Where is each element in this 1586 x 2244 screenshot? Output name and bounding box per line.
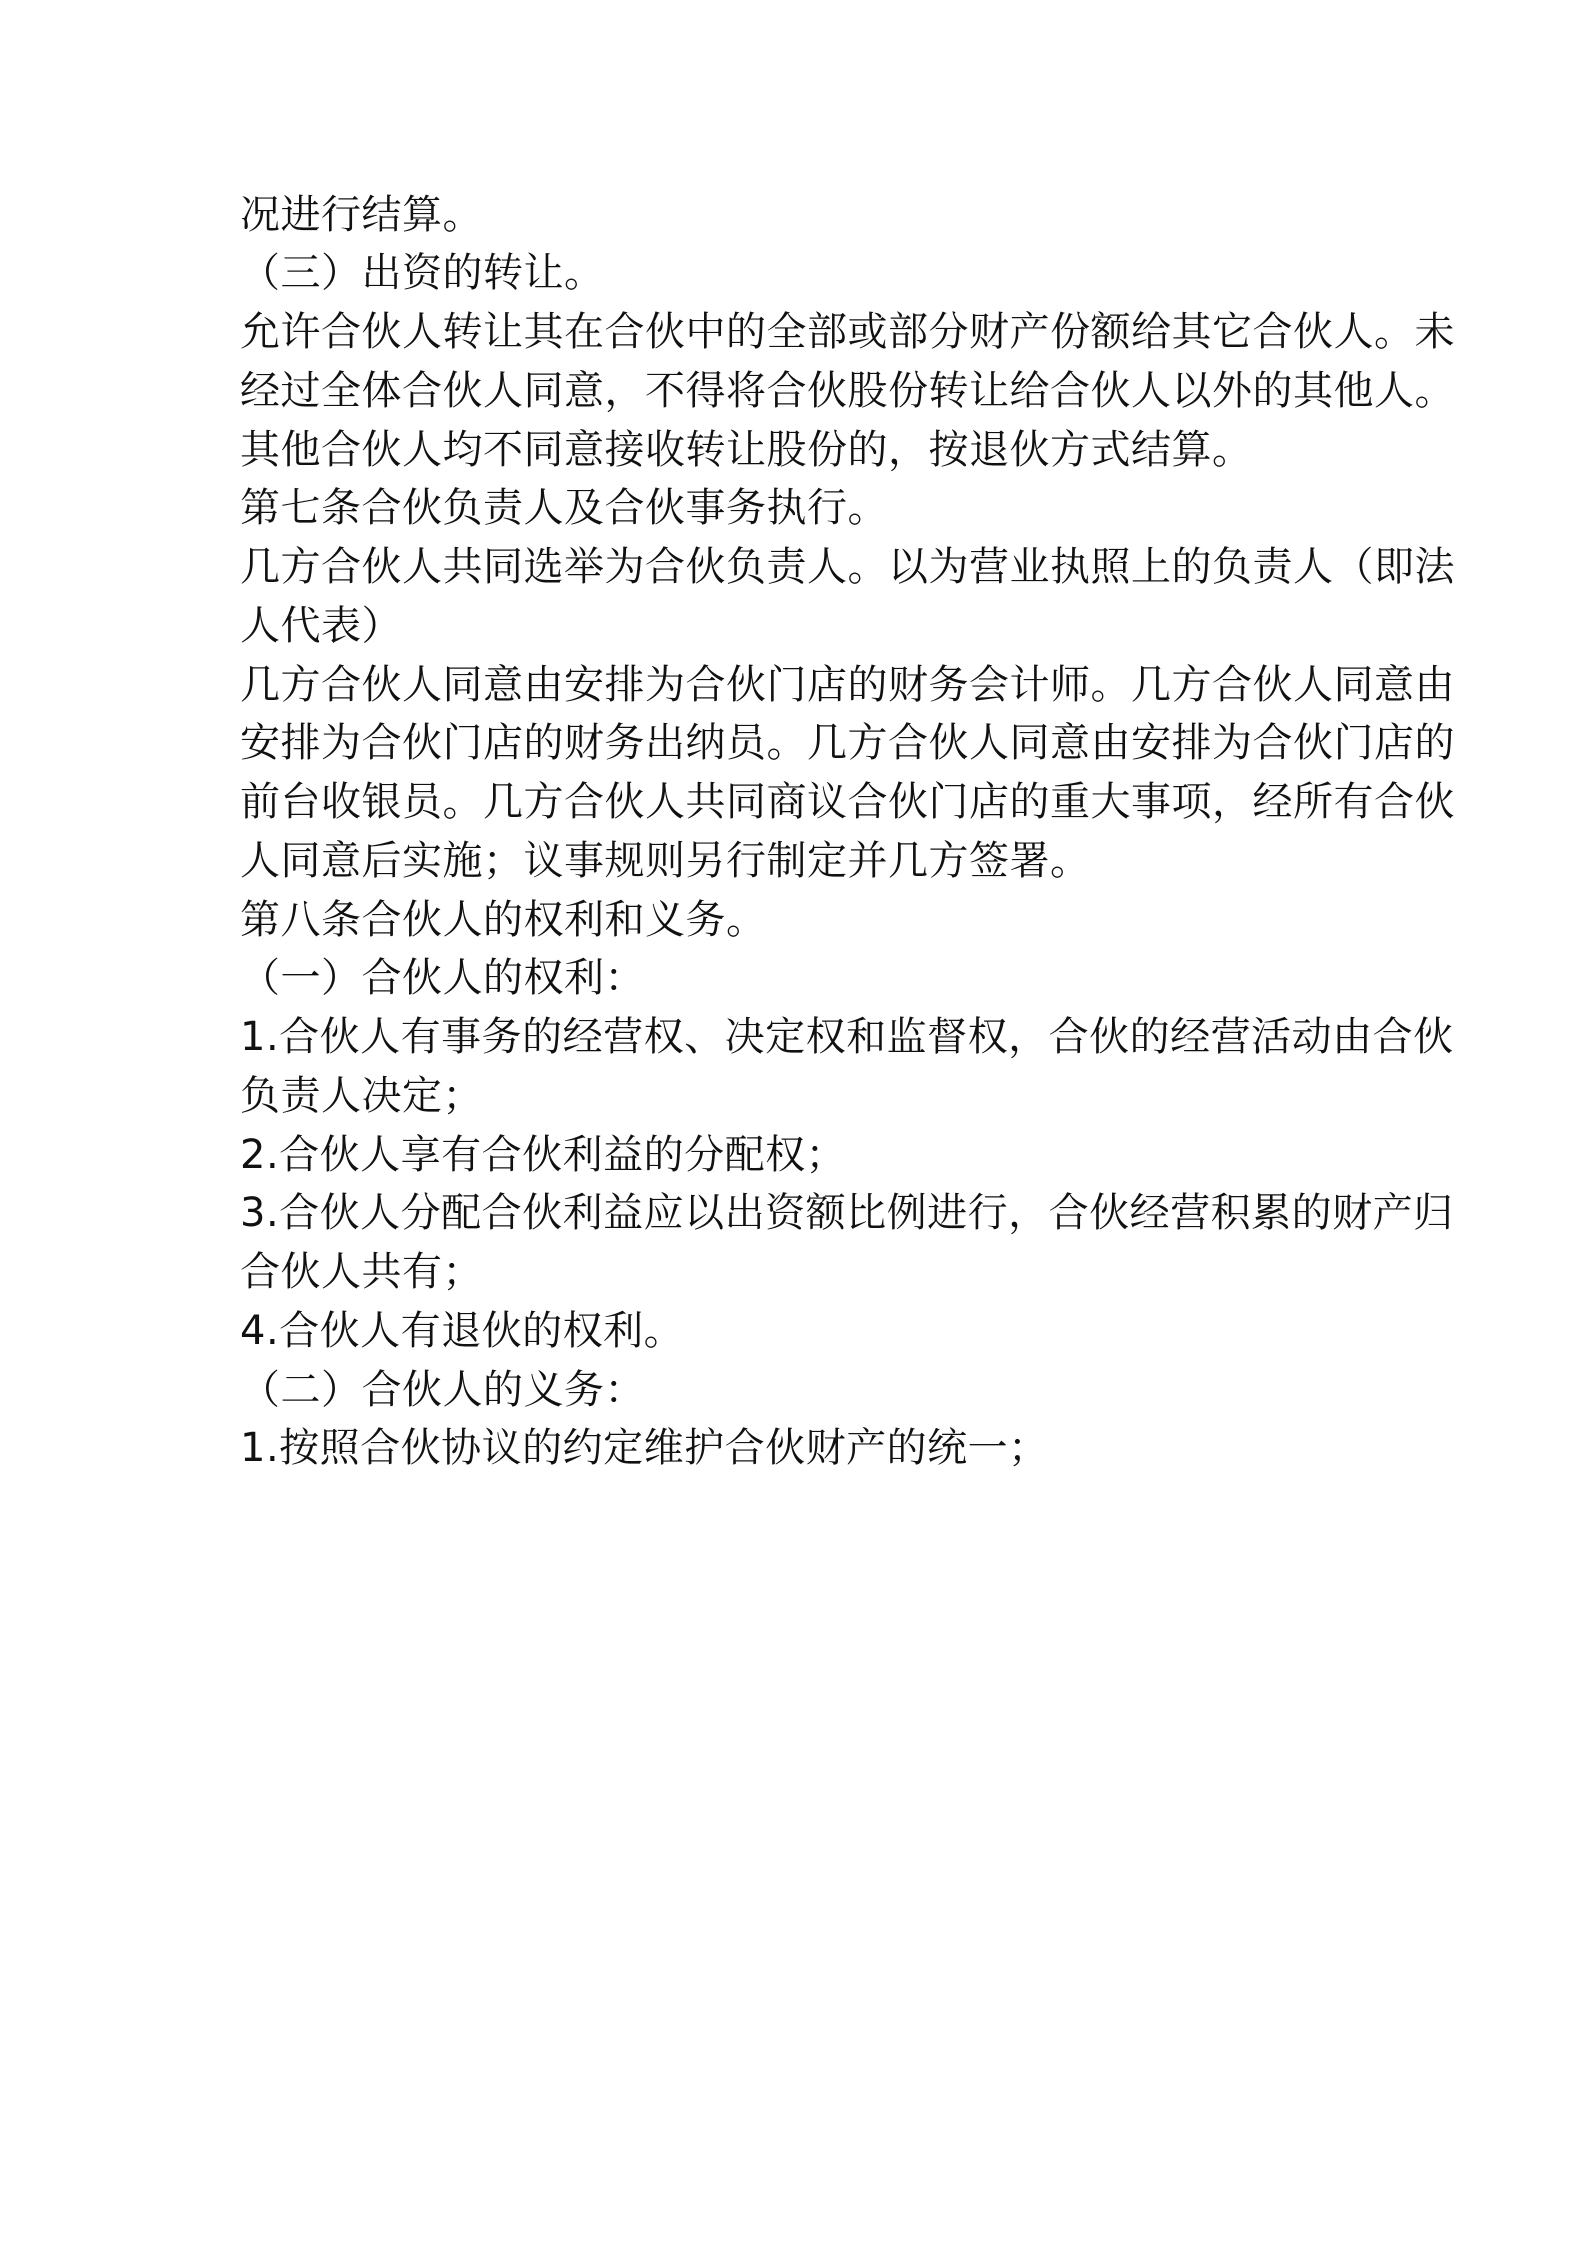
section-heading-transfer: （三）出资的转让。	[240, 250, 605, 296]
section-heading-rights: （一）合伙人的权利：	[240, 955, 645, 1001]
document-page	[240, 190, 1455, 2050]
text-line: 几方合伙人共同选举为合伙负责人。以为营业执照上的负责人（即法	[240, 544, 1455, 590]
text-line: 安排为合伙门店的财务出纳员。几方合伙人同意由安排为合伙门店的	[240, 720, 1455, 766]
list-item: 1.合伙人有事务的经营权、决定权和监督权，合伙的经营活动由合伙	[240, 1014, 1454, 1060]
text-line: 况进行结算。	[240, 192, 483, 238]
text-line: 人代表）	[240, 603, 402, 649]
text-line: 其他合伙人均不同意接收转让股份的，按退伙方式结算。	[240, 427, 1253, 473]
list-item: 1.按照合伙协议的约定维护合伙财产的统一；	[240, 1425, 1049, 1471]
list-item: 3.合伙人分配合伙利益应以出资额比例进行，合伙经营积累的财产归	[240, 1190, 1454, 1236]
text-line: 人同意后实施；议事规则另行制定并几方签署。	[240, 838, 1091, 884]
text-line: 经过全体合伙人同意，不得将合伙股份转让给合伙人以外的其他人。	[240, 368, 1455, 414]
section-heading-obligations: （二）合伙人的义务：	[240, 1367, 645, 1413]
text-line: 合伙人共有；	[240, 1249, 483, 1295]
article-heading-8: 第八条合伙人的权利和义务。	[240, 897, 767, 943]
text-line: 前台收银员。几方合伙人共同商议合伙门店的重大事项，经所有合伙	[240, 779, 1455, 825]
list-item: 4.合伙人有退伙的权利。	[240, 1308, 685, 1354]
article-heading-7: 第七条合伙负责人及合伙事务执行。	[240, 485, 888, 531]
text-line: 允许合伙人转让其在合伙中的全部或部分财产份额给其它合伙人。未	[240, 309, 1455, 355]
text-line: 负责人决定；	[240, 1073, 483, 1119]
list-item: 2.合伙人享有合伙利益的分配权；	[240, 1132, 847, 1178]
text-line: 几方合伙人同意由安排为合伙门店的财务会计师。几方合伙人同意由	[240, 662, 1455, 708]
